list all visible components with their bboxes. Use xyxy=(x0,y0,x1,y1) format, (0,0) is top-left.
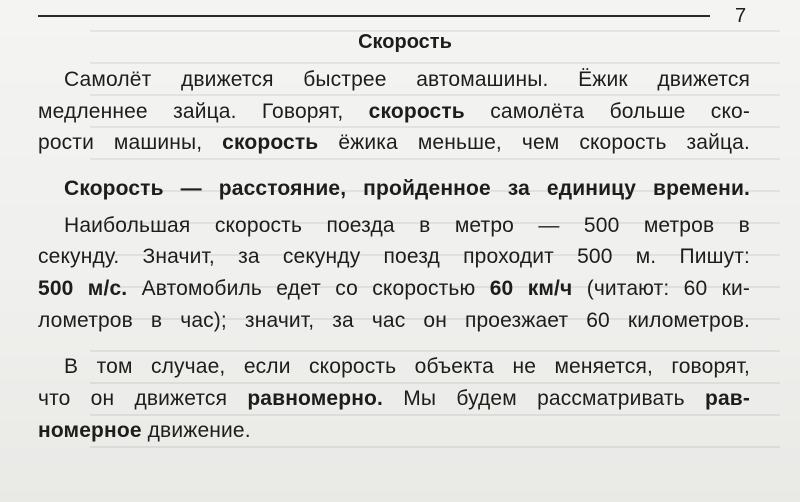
bold-term: номерное xyxy=(38,419,142,442)
bold-term: Скорость — расстояние, пройденное за единицу времени. xyxy=(64,177,750,200)
text-run: лометров в час); значит, за час он проезжает 60 километров. xyxy=(38,309,750,332)
text-line xyxy=(38,307,750,335)
text-run: секунду. Значит, за секунду поезд проходит 500 м. Пишут: xyxy=(38,245,750,268)
text-run: Автомобиль едет со скоростью xyxy=(127,277,490,300)
text-line xyxy=(38,417,338,445)
bold-term: 500 м/с. xyxy=(38,277,128,300)
text-line xyxy=(64,212,750,240)
text-line xyxy=(38,243,750,271)
bold-term: скорость xyxy=(368,100,465,123)
text-line xyxy=(38,385,750,413)
text-run: рости машины, xyxy=(38,131,223,154)
text-run: что он движется xyxy=(38,387,248,410)
text-run: (читают: 60 ки- xyxy=(572,277,751,300)
text-line xyxy=(38,275,750,303)
text-run: В том случае, если скорость объекта не меняется, говорят, xyxy=(64,355,750,378)
text-run: самолёта больше ско- xyxy=(464,100,750,123)
page-number: 7 xyxy=(735,5,747,27)
text-line xyxy=(38,129,750,157)
text-run: ёжика меньше, чем скорость зайца. xyxy=(318,131,750,154)
text-run: движение. xyxy=(141,419,251,442)
text-line xyxy=(64,353,750,381)
text-line xyxy=(64,175,750,203)
text-line xyxy=(38,98,750,126)
bold-term: скорость xyxy=(222,131,319,154)
bold-term: равномерно. xyxy=(247,387,384,410)
bold-term: рав- xyxy=(704,387,750,410)
text-run: медленнее зайца. Говорят, xyxy=(38,100,369,123)
section-title: Скорость xyxy=(358,31,452,53)
header-rule xyxy=(38,15,710,17)
bold-term: 60 км/ч xyxy=(489,277,573,300)
text-run: Наибольшая скорость поезда в метро — 500 метров в xyxy=(64,214,750,237)
text-run: Мы будем рассматривать xyxy=(383,387,705,410)
text-run: Самолёт движется быстрее автомашины. Ёжик движется xyxy=(64,68,750,91)
text-line xyxy=(64,66,750,94)
